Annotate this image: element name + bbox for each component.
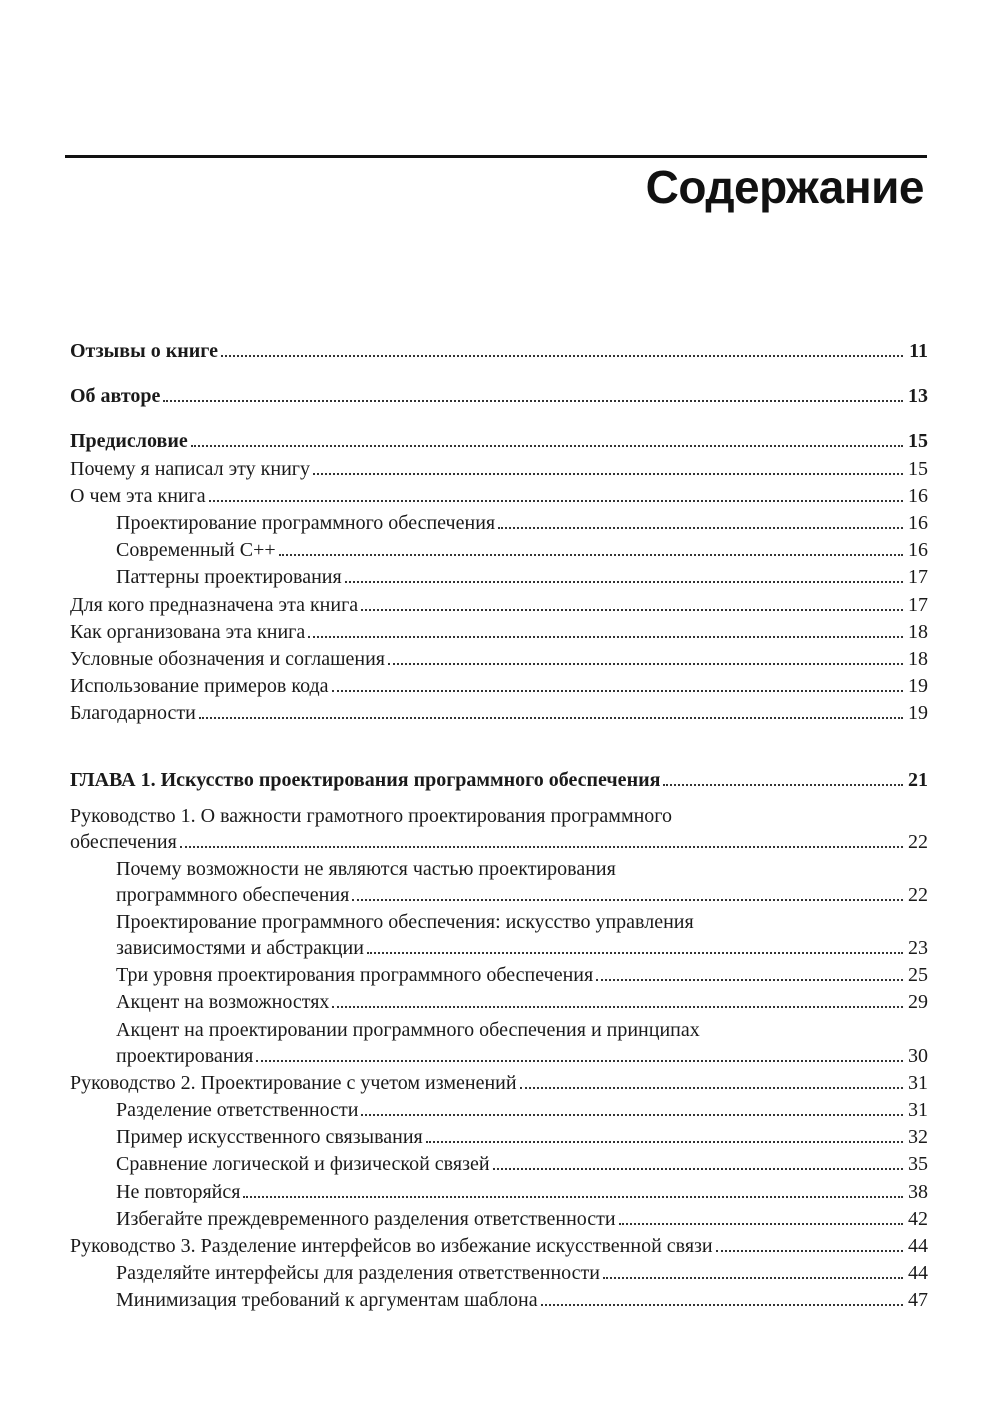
toc-entry-focus-features[interactable] — [70, 989, 928, 1015]
toc-label: Пример искусственного связывания — [116, 1126, 423, 1149]
dot-leader — [191, 445, 903, 447]
toc-label: Об авторе — [70, 385, 161, 408]
toc-page-number: 19 — [908, 675, 928, 698]
toc-page-number: 38 — [908, 1180, 928, 1203]
dot-leader — [596, 979, 903, 981]
toc-label: Благодарности — [70, 702, 196, 725]
toc-label-line-1: Проектирование программного обеспечения: искусство управления — [116, 911, 694, 933]
toc-page-number: 42 — [908, 1207, 928, 1230]
toc-label: Акцент на возможностях — [116, 991, 330, 1014]
dot-leader — [332, 1006, 903, 1008]
toc-page-number: 18 — [908, 647, 928, 670]
dot-leader — [426, 1141, 903, 1143]
toc-label: Разделяйте интерфейсы для разделения ответственности — [116, 1262, 600, 1285]
toc-page-number: 21 — [908, 769, 928, 792]
toc-label: Предисловие — [70, 430, 188, 453]
toc-label: Проектирование программного обеспечения — [116, 511, 496, 534]
header-rule — [65, 155, 927, 158]
toc-entry-acknowledgments[interactable] — [70, 700, 928, 726]
dot-leader — [716, 1250, 903, 1252]
toc-label: Минимизация требований к аргументам шаблона — [116, 1289, 538, 1312]
toc-entry-guideline-2[interactable] — [70, 1070, 928, 1096]
toc-page-number: 47 — [908, 1289, 928, 1312]
dot-leader — [663, 784, 903, 786]
toc-label: Как организована эта книга — [70, 620, 306, 643]
toc-entry-artificial-coupling[interactable] — [70, 1124, 928, 1150]
toc-page-number: 15 — [908, 430, 928, 453]
dot-leader — [313, 473, 903, 475]
dot-leader — [619, 1223, 903, 1225]
dot-leader — [603, 1277, 903, 1279]
toc-label: Для кого предназначена эта книга — [70, 593, 359, 616]
toc-page-number: 11 — [909, 340, 928, 362]
dot-leader — [498, 527, 903, 529]
toc-label-line-2: обеспечения — [70, 830, 177, 853]
dot-leader — [308, 636, 903, 638]
toc-entry-three-levels[interactable] — [70, 962, 928, 988]
toc-page-number: 44 — [908, 1262, 928, 1285]
toc-entry-software-design[interactable] — [70, 510, 928, 536]
toc-label: Не повторяйся — [116, 1180, 241, 1203]
dot-leader — [352, 899, 903, 901]
toc-page-number: 19 — [908, 702, 928, 725]
toc-entry-logical-physical[interactable] — [70, 1151, 928, 1177]
toc-label: Руководство 2. Проектирование с учетом изменений — [70, 1071, 517, 1094]
toc-entry-design-patterns[interactable] — [70, 564, 928, 590]
toc-entry-why-wrote[interactable] — [70, 456, 928, 482]
toc-page-number: 31 — [908, 1098, 928, 1121]
dot-leader — [520, 1087, 903, 1089]
toc-entry-guideline-3[interactable] — [70, 1233, 928, 1259]
table-of-contents — [70, 338, 928, 1314]
toc-page-number: 30 — [908, 1044, 928, 1067]
page-title: Содержание — [645, 161, 924, 213]
toc-label-line-2: проектирования — [116, 1044, 254, 1067]
toc-entry-conventions[interactable] — [70, 646, 928, 672]
toc-page-number: 18 — [908, 620, 928, 643]
toc-entry-about-author[interactable] — [70, 383, 928, 409]
toc-label: Паттерны проектирования — [116, 566, 342, 589]
toc-label: ГЛАВА 1. Искусство проектирования программного обеспечения — [70, 769, 661, 792]
toc-label: Использование примеров кода — [70, 675, 329, 698]
toc-page-number: 44 — [908, 1234, 928, 1257]
toc-label: Сравнение логической и физической связей — [116, 1153, 490, 1176]
toc-entry-reviews[interactable] — [70, 338, 928, 364]
toc-entry-focus-design[interactable] — [70, 1017, 928, 1069]
toc-label: Избегайте преждевременного разделения ответственности — [116, 1207, 616, 1230]
toc-entry-modern-cpp[interactable] — [70, 537, 928, 563]
toc-label-line-2: программного обеспечения — [116, 883, 350, 906]
toc-page-number: 25 — [908, 964, 928, 987]
toc-page-number: 16 — [908, 539, 928, 562]
toc-entry-audience[interactable] — [70, 592, 928, 618]
dot-leader — [163, 400, 903, 402]
dot-leader — [332, 690, 903, 692]
dot-leader — [388, 663, 903, 665]
dot-leader — [243, 1196, 903, 1198]
toc-label: О чем эта книга — [70, 484, 206, 507]
dot-leader — [256, 1060, 903, 1062]
toc-label: Современный C++ — [116, 539, 276, 562]
toc-page-number: 22 — [908, 830, 928, 853]
toc-page-number: 23 — [908, 937, 928, 959]
dot-leader — [180, 846, 903, 848]
toc-label: Три уровня проектирования программного обеспечения — [116, 964, 594, 987]
dot-leader — [209, 500, 903, 502]
toc-entry-premature[interactable] — [70, 1206, 928, 1232]
toc-label: Отзывы о книге — [70, 340, 218, 362]
dot-leader — [221, 355, 903, 357]
toc-page-number: 22 — [908, 883, 928, 906]
toc-page-number: 16 — [908, 484, 928, 507]
dot-leader — [345, 581, 903, 583]
toc-label-line-1: Руководство 1. О важности грамотного проектирования программного — [70, 804, 673, 827]
toc-label-line-2: зависимостями и абстракции — [116, 937, 364, 959]
toc-entry-template-args[interactable] — [70, 1287, 928, 1313]
toc-page-number: 29 — [908, 991, 928, 1014]
toc-entry-dry[interactable] — [70, 1179, 928, 1205]
toc-page-number: 35 — [908, 1153, 928, 1176]
toc-entry-design-art[interactable] — [70, 909, 928, 961]
toc-entry-segregate[interactable] — [70, 1260, 928, 1286]
toc-entry-organization[interactable] — [70, 619, 928, 645]
toc-page-number: 17 — [908, 566, 928, 589]
toc-entry-about-book[interactable] — [70, 483, 928, 509]
toc-entry-features-not-design[interactable] — [70, 856, 928, 908]
toc-label: Условные обозначения и соглашения — [70, 647, 385, 670]
toc-entry-code-examples[interactable] — [70, 673, 928, 699]
toc-entry-chapter-1[interactable] — [70, 767, 928, 793]
dot-leader — [361, 609, 903, 611]
dot-leader — [279, 554, 903, 556]
toc-entry-guideline-1[interactable] — [70, 803, 928, 855]
dot-leader — [367, 952, 903, 954]
dot-leader — [541, 1304, 903, 1306]
toc-page-number: 13 — [908, 385, 928, 408]
toc-page-number: 17 — [908, 593, 928, 616]
toc-page-number: 16 — [908, 511, 928, 534]
toc-entry-separation[interactable] — [70, 1097, 928, 1123]
toc-entry-preface[interactable] — [70, 428, 928, 454]
dot-leader — [361, 1114, 903, 1116]
dot-leader — [199, 717, 903, 719]
toc-label-line-1: Почему возможности не являются частью проектирования — [116, 857, 616, 880]
toc-page-number: 31 — [908, 1071, 928, 1094]
toc-label: Разделение ответственности — [116, 1098, 359, 1121]
toc-label: Руководство 3. Разделение интерфейсов во избежание искусственной связи — [70, 1234, 713, 1257]
dot-leader — [493, 1168, 903, 1170]
toc-page-number: 32 — [908, 1126, 928, 1149]
toc-label: Почему я написал эту книгу — [70, 457, 310, 480]
toc-label-line-1: Акцент на проектировании программного обеспечения и принципах — [116, 1018, 700, 1041]
toc-page-number: 15 — [908, 457, 928, 480]
